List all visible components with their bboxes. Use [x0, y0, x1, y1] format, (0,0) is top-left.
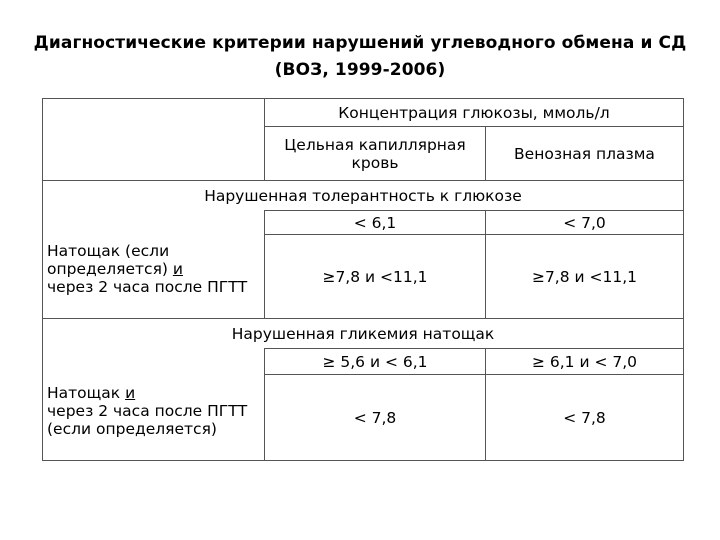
section-title-igt: Нарушенная толерантность к глюкозе	[43, 181, 684, 211]
page-title: Диагностические критерии нарушений углеводного обмена и СД	[33, 33, 687, 53]
ifg-fasting-capillary: ≥ 5,6 и < 6,1	[265, 349, 486, 375]
row-label-igt-b: через 2 часа после ПГТТ	[47, 278, 248, 296]
igt-fasting-venous: < 7,0	[486, 211, 684, 235]
ifg-fasting-venous: ≥ 6,1 и < 7,0	[486, 349, 684, 375]
table-row	[43, 211, 684, 235]
header-capillary-blood: Цельная капиллярная кровь	[265, 127, 486, 181]
ifg-2h-venous: < 7,8	[486, 375, 684, 461]
row-label-ifg-a: Натощак	[47, 384, 121, 402]
section-row-igt	[43, 181, 684, 211]
row-label-igt-conj: и	[172, 260, 183, 278]
header-row-concentration	[43, 99, 684, 127]
row-label-igt-a: Натощак (если определяется)	[47, 242, 170, 278]
row-label-ifg-conj: и	[125, 384, 136, 402]
row-label-ifg	[43, 349, 265, 461]
header-concentration: Концентрация глюкозы, ммоль/л	[265, 99, 684, 127]
page-subtitle: (ВОЗ, 1999-2006)	[274, 60, 446, 80]
igt-2h-capillary: ≥7,8 и <11,1	[265, 235, 486, 319]
row-label-igt	[43, 211, 265, 319]
igt-2h-venous: ≥7,8 и <11,1	[486, 235, 684, 319]
criteria-table	[42, 98, 684, 461]
section-title-ifg: Нарушенная гликемия натощак	[43, 319, 684, 349]
header-empty-cell	[43, 99, 265, 181]
header-venous-plasma: Венозная плазма	[486, 127, 684, 181]
table-row	[43, 349, 684, 375]
ifg-2h-capillary: < 7,8	[265, 375, 486, 461]
row-label-ifg-b: через 2 часа после ПГТТ (если определяется)	[47, 402, 248, 438]
igt-fasting-capillary: < 6,1	[265, 211, 486, 235]
section-row-ifg	[43, 319, 684, 349]
